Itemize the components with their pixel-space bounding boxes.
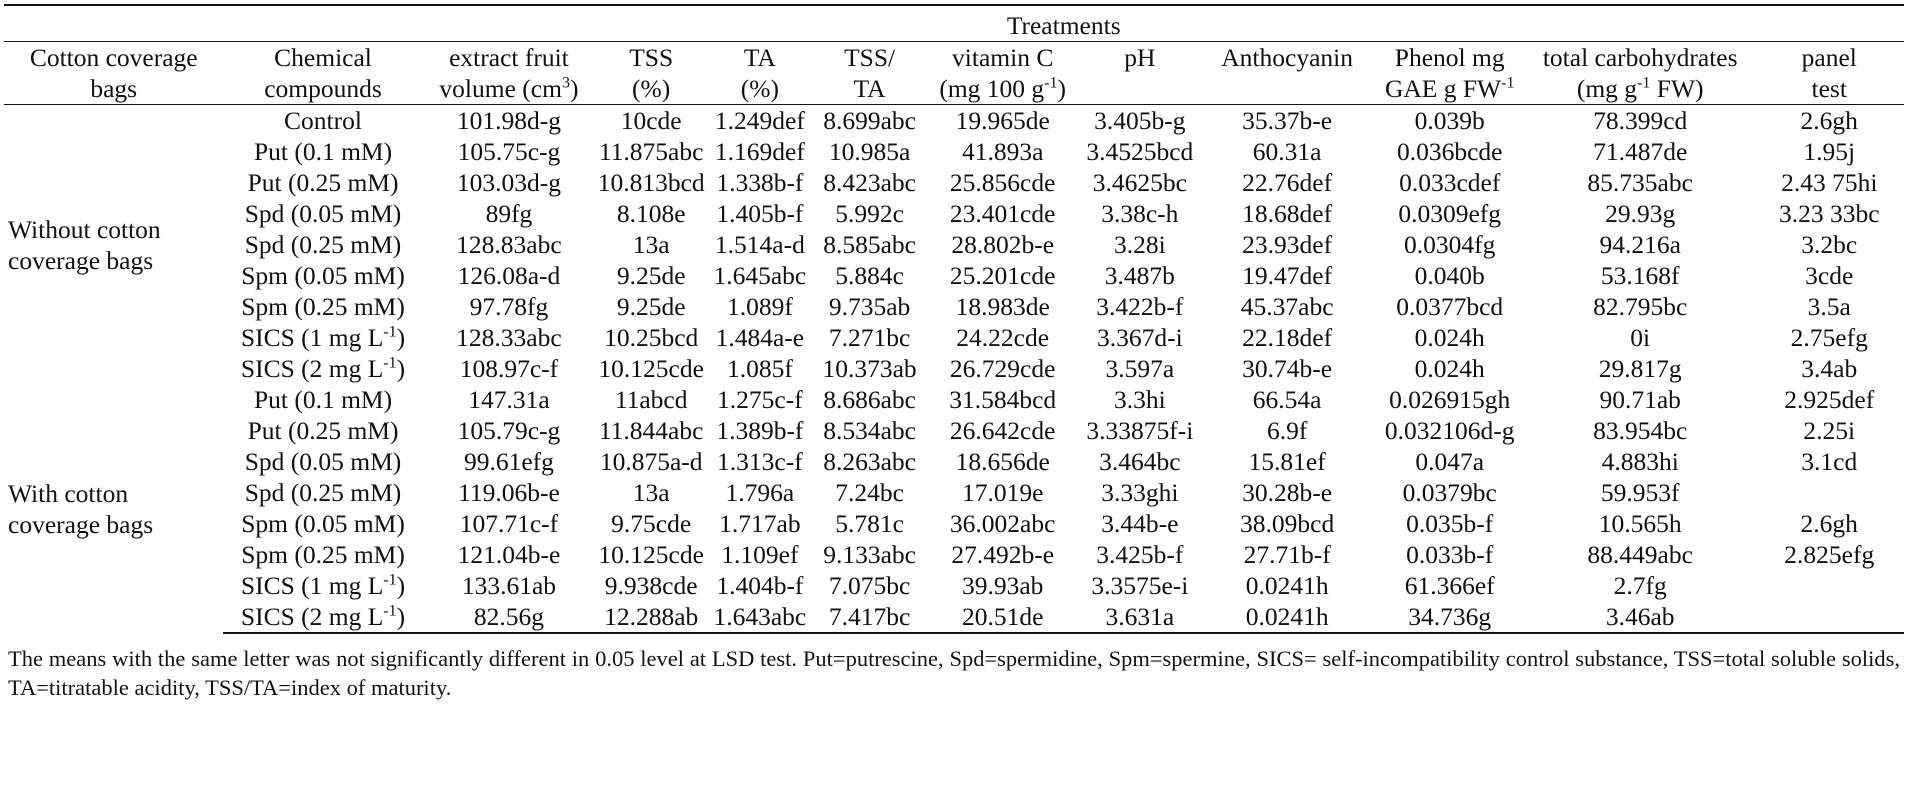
table-row	[4, 415, 1904, 446]
table-cell: 105.75c-g	[457, 137, 561, 166]
column-header-line2	[813, 73, 927, 105]
table-cell: 1.089f	[726, 292, 793, 321]
table-cell: 0.026915gh	[1389, 385, 1511, 414]
table-cell: 1.275c-f	[717, 385, 803, 414]
table-cell: 99.61efg	[463, 447, 554, 476]
table-cell: 2.7fg	[1613, 571, 1667, 600]
table-cell: 88.449abc	[1587, 540, 1693, 569]
table-cell: 0.0304fg	[1404, 230, 1496, 259]
table-row	[4, 384, 1904, 415]
table-cell: 0.036bcde	[1396, 137, 1503, 166]
table-cell: 0.0379bc	[1402, 478, 1497, 507]
column-header-tail: )	[569, 74, 579, 103]
table-cell: 10.985a	[828, 137, 911, 166]
table-cell: 3.464bc	[1099, 447, 1181, 476]
table-cell: 7.24bc	[835, 478, 904, 507]
table-cell: 2.43 75hi	[1781, 168, 1878, 197]
table-cell: 3.2bc	[1801, 230, 1858, 259]
table-row	[4, 508, 1904, 539]
compound-cell	[223, 353, 422, 384]
table-row	[4, 477, 1904, 508]
table-cell: 6.9f	[1266, 416, 1308, 445]
table-cell: 3.597a	[1105, 354, 1175, 383]
column-header-line1: TSS	[629, 43, 674, 72]
column-header-unit: GAE g FW	[1384, 74, 1502, 103]
table-cell: 1.717ab	[719, 509, 801, 538]
table-cell: 12.288ab	[595, 601, 707, 633]
table-cell: 60.31a	[1252, 137, 1322, 166]
column-header-line1: extract fruit	[449, 43, 569, 72]
compound-cell	[223, 260, 422, 291]
table-cell: 3.28i	[1113, 230, 1166, 259]
treatments-header: Treatments	[223, 5, 1904, 42]
table-cell: 0.024h	[1414, 323, 1485, 352]
table-cell: 11.875abc	[598, 137, 704, 166]
compound-label: SICS (1 mg L	[240, 323, 384, 352]
compound-label: Put (0.25 mM)	[247, 168, 399, 197]
compound-cell	[223, 446, 422, 477]
column-header-line2	[1201, 73, 1374, 105]
column-header-line1: TA	[743, 43, 776, 72]
table-cell: 0.033cdef	[1399, 168, 1501, 197]
column-header-unit: TA	[853, 74, 886, 103]
table-cell: 3.33875f-i	[1086, 416, 1194, 445]
column-header-tail: FW)	[1650, 74, 1704, 103]
table-cell: 3.33ghi	[1101, 478, 1179, 507]
group-label: With cotton coverage bags	[8, 478, 154, 539]
table-cell: 29.817g	[1598, 354, 1682, 383]
table-cell: 78.399cd	[1593, 106, 1688, 135]
table-cell: 45.37abc	[1240, 292, 1334, 321]
compound-tail: )	[396, 602, 406, 631]
column-header-sup: -1	[1501, 74, 1515, 92]
table-cell: 0.039b	[1414, 106, 1485, 135]
compound-cell	[223, 136, 422, 167]
compound-label: Spm (0.25 mM)	[241, 292, 405, 321]
table-cell: 119.06b-e	[458, 478, 560, 507]
table-cell: 39.93ab	[961, 571, 1044, 600]
table-cell: 3.4ab	[1801, 354, 1858, 383]
table-row	[4, 291, 1904, 322]
table-cell: 1.109ef	[721, 540, 799, 569]
column-header-unit: compounds	[264, 74, 382, 103]
table-cell: 18.68def	[1242, 199, 1333, 228]
column-header-tail: )	[1057, 74, 1066, 103]
table-cell: 0.047a	[1415, 447, 1485, 476]
table-cell: 82.56g	[423, 601, 596, 633]
table-cell: 23.93def	[1242, 230, 1333, 259]
compound-cell	[223, 477, 422, 508]
table-cell: 8.423abc	[823, 168, 916, 197]
compound-cell	[223, 198, 422, 229]
table-cell: 107.71c-f	[459, 509, 559, 538]
compound-label: SICS (2 mg L	[240, 354, 384, 383]
column-header-sup: 3	[561, 74, 570, 92]
compound-label: Spm (0.25 mM)	[241, 540, 405, 569]
table-cell: 0.0309efg	[1398, 199, 1502, 228]
table-cell: 3.367d-i	[1096, 323, 1183, 352]
table-row	[4, 446, 1904, 477]
compound-label: SICS (1 mg L	[240, 571, 384, 600]
compound-label: Spd (0.05 mM)	[244, 447, 402, 476]
compound-cell	[223, 601, 422, 633]
results-table	[4, 4, 1904, 634]
table-cell: 10cde	[620, 106, 682, 135]
table-cell: 1.338b-f	[716, 168, 804, 197]
table-cell: 5.884c	[835, 261, 904, 290]
table-cell: 41.893a	[961, 137, 1044, 166]
table-cell: 15.81ef	[1248, 447, 1326, 476]
compound-sup: -1	[383, 354, 397, 372]
table-cell: 3.425b-f	[1096, 540, 1184, 569]
table-row	[4, 198, 1904, 229]
table-cell: 1.796a	[725, 478, 795, 507]
table-cell: 0.024h	[1414, 354, 1485, 383]
table-cell: 29.93g	[1605, 199, 1676, 228]
table-cell: 1.95j	[1803, 137, 1856, 166]
column-header-unit: (mg g	[1576, 74, 1638, 103]
table-cell: 19.47def	[1242, 261, 1333, 290]
table-row	[4, 229, 1904, 260]
compound-cell	[223, 415, 422, 446]
table-cell: 1.249def	[714, 106, 805, 135]
table-cell: 1.085f	[726, 354, 793, 383]
table-cell: 1.389b-f	[716, 416, 804, 445]
table-cell: 8.585abc	[823, 230, 916, 259]
table-cell: 13a	[632, 230, 670, 259]
compound-sup: -1	[383, 323, 397, 341]
table-row	[4, 136, 1904, 167]
table-cell: 7.075bc	[828, 571, 911, 600]
table-cell: 28.802b-e	[951, 230, 1055, 259]
column-header-line1: panel	[1801, 43, 1857, 72]
table-cell: 1.169def	[714, 137, 805, 166]
table-cell: 1.405b-f	[716, 199, 804, 228]
table-cell: 24.22cde	[956, 323, 1050, 352]
table-cell: 5.992c	[835, 199, 904, 228]
compound-cell	[223, 384, 422, 415]
table-cell: 3.3575e-i	[1091, 571, 1189, 600]
table-cell: 0.040b	[1414, 261, 1485, 290]
table-cell: 90.71ab	[1599, 385, 1681, 414]
table-cell: 3.4625bc	[1092, 168, 1187, 197]
table-cell: 22.18def	[1242, 323, 1333, 352]
compound-label: Spm (0.05 mM)	[241, 509, 405, 538]
table-cell: 13a	[632, 478, 670, 507]
table-cell: 1.404b-f	[716, 571, 804, 600]
spacer-cell	[4, 5, 223, 42]
table-cell: 105.79c-g	[457, 416, 561, 445]
table-cell: 101.98d-g	[456, 106, 561, 135]
table-cell: 103.03d-g	[456, 168, 561, 197]
table-footnote: The means with the same letter was not significantly different in 0.05 level at LSD test. Put=putrescine, Spd=spermidine, Spm=spermine, SICS= self-incompatibility control substance, TSS=total soluble solids, TA=titratable acidity, TSS/TA=index of maturity.	[8, 646, 1900, 700]
column-header-sup: -1	[1044, 74, 1058, 92]
table-cell: 9.133abc	[823, 540, 916, 569]
compound-tail: )	[396, 354, 406, 383]
column-header-line1: pH	[1124, 43, 1156, 72]
table-cell: 121.04b-e	[457, 540, 561, 569]
table-cell: 3.4525bcd	[1086, 137, 1194, 166]
column-header-line1: Anthocyanin	[1221, 43, 1353, 72]
table-cell: 2.6gh	[1800, 509, 1858, 538]
column-header-line1: Cotton coverage	[29, 43, 198, 72]
table-cell: 128.83abc	[456, 230, 562, 259]
table-cell	[1754, 477, 1904, 508]
table-cell: 3.1cd	[1801, 447, 1858, 476]
table-cell: 147.31a	[468, 385, 550, 414]
column-header-unit: test	[1811, 74, 1847, 103]
table-row	[4, 167, 1904, 198]
compound-cell	[223, 539, 422, 570]
table-cell: 0.0241h	[1245, 571, 1329, 600]
table-cell: 1.484a-e	[715, 323, 805, 352]
table-cell: 11abcd	[614, 385, 688, 414]
table-cell: 3.487b	[1104, 261, 1175, 290]
column-header-line2	[707, 73, 813, 105]
table-row	[4, 322, 1904, 353]
column-header-line1: Chemical	[274, 43, 372, 72]
table-cell: 35.37b-e	[1242, 106, 1333, 135]
compound-cell	[223, 229, 422, 260]
table-cell: 30.74b-e	[1242, 354, 1333, 383]
compound-label: Spd (0.05 mM)	[244, 199, 402, 228]
table-cell: 20.51de	[926, 601, 1078, 633]
table-cell: 3cde	[1805, 261, 1854, 290]
compound-cell	[223, 508, 422, 539]
table-cell: 3.422b-f	[1096, 292, 1184, 321]
table-cell: 10.373ab	[822, 354, 917, 383]
table-cell: 9.938cde	[604, 571, 698, 600]
column-header-unit: (%)	[632, 74, 671, 103]
table-cell: 10.125cde	[598, 354, 704, 383]
compound-cell	[223, 570, 422, 601]
column-header-line2	[4, 73, 223, 105]
table-row	[4, 601, 1904, 633]
column-header-line2	[926, 73, 1078, 105]
table-cell: 94.216a	[1599, 230, 1681, 259]
table-cell: 3.631a	[1079, 601, 1201, 633]
table-cell: 31.584bcd	[949, 385, 1057, 414]
table-cell: 0.0377bcd	[1396, 292, 1504, 321]
column-header-line2	[1374, 73, 1526, 105]
table-row	[4, 539, 1904, 570]
column-header-unit: (mg 100 g	[939, 74, 1045, 103]
table-figure	[4, 0, 1904, 702]
table-cell: 133.61ab	[461, 571, 557, 600]
table-row	[4, 260, 1904, 291]
table-cell: 66.54a	[1252, 385, 1322, 414]
table-cell	[1754, 570, 1904, 601]
table-row	[4, 105, 1904, 137]
compound-label: Spd (0.25 mM)	[244, 478, 402, 507]
table-cell: 1.514a-d	[714, 230, 805, 259]
table-cell: 5.781c	[835, 509, 904, 538]
table-cell: 85.735abc	[1587, 168, 1693, 197]
table-cell: 11.844abc	[598, 416, 704, 445]
table-cell: 82.795bc	[1593, 292, 1688, 321]
table-cell: 0.0241h	[1201, 601, 1374, 633]
table-cell: 34.736g	[1374, 601, 1526, 633]
table-cell: 97.78fg	[469, 292, 549, 321]
table-cell: 1.313c-f	[717, 447, 803, 476]
table-cell: 3.38c-h	[1101, 199, 1179, 228]
table-cell: 25.201cde	[949, 261, 1056, 290]
compound-cell	[223, 291, 422, 322]
table-cell: 3.5a	[1807, 292, 1851, 321]
column-header-line1: Phenol mg	[1394, 43, 1505, 72]
table-cell: 2.825efg	[1784, 540, 1875, 569]
table-cell: 0.035b-f	[1406, 509, 1494, 538]
table-cell: 23.401cde	[949, 199, 1056, 228]
table-cell: 9.25de	[616, 292, 686, 321]
compound-label: Put (0.25 mM)	[247, 416, 399, 445]
column-header-unit: volume (cm	[439, 74, 562, 103]
table-cell: 27.492b-e	[951, 540, 1055, 569]
table-cell: 10.125cde	[598, 540, 704, 569]
table-cell: 36.002abc	[949, 509, 1056, 538]
table-cell: 3.405b-g	[1094, 106, 1186, 135]
table-cell: 61.366ef	[1404, 571, 1495, 600]
table-cell: 71.487de	[1593, 137, 1688, 166]
table-cell: 7.271bc	[828, 323, 911, 352]
table-cell: 18.656de	[955, 447, 1050, 476]
table-row	[4, 353, 1904, 384]
compound-label: Spd (0.25 mM)	[244, 230, 402, 259]
table-cell: 10.813bcd	[597, 168, 705, 197]
table-cell: 1.643abc	[707, 601, 813, 633]
table-cell: 2.75efg	[1790, 323, 1868, 352]
column-header-line2	[595, 73, 707, 105]
table-cell: 7.417bc	[813, 601, 927, 633]
table-cell: 18.983de	[955, 292, 1050, 321]
table-cell: 0i	[1630, 323, 1651, 352]
table-cell: 9.75cde	[611, 509, 692, 538]
compound-label: Put (0.1 mM)	[253, 385, 393, 414]
table-cell: 26.729cde	[949, 354, 1056, 383]
table-cell: 53.168f	[1600, 261, 1680, 290]
table-cell: 2.6gh	[1800, 106, 1858, 135]
compound-tail: )	[396, 571, 406, 600]
column-header-line1: vitamin C	[952, 43, 1054, 72]
compound-label: Control	[284, 106, 362, 135]
column-header-sup: -1	[1637, 74, 1651, 92]
table-cell: 8.263abc	[823, 447, 916, 476]
table-cell: 26.642cde	[949, 416, 1056, 445]
table-cell: 22.76def	[1242, 168, 1333, 197]
column-header-line1: TSS/	[844, 43, 896, 72]
table-cell: 3.46ab	[1526, 601, 1755, 633]
table-cell: 3.44b-e	[1101, 509, 1179, 538]
table-cell: 2.925def	[1784, 385, 1875, 414]
table-cell: 2.25i	[1803, 416, 1856, 445]
table-cell: 8.699abc	[823, 106, 916, 135]
compound-tail: )	[396, 323, 406, 352]
table-cell: 10.565h	[1598, 509, 1682, 538]
table-cell: 8.534abc	[823, 416, 916, 445]
table-cell: 38.09bcd	[1240, 509, 1335, 538]
column-header-line2	[423, 73, 596, 105]
column-header-unit: bags	[90, 74, 138, 103]
table-cell: 19.965de	[955, 106, 1050, 135]
table-cell: 27.71b-f	[1243, 540, 1331, 569]
table-cell: 83.954bc	[1593, 416, 1688, 445]
table-cell: 3.3hi	[1113, 385, 1166, 414]
table-cell: 126.08a-d	[457, 261, 561, 290]
compound-sup: -1	[383, 571, 397, 589]
table-cell: 0.032106d-g	[1384, 416, 1515, 445]
table-cell: 59.953f	[1600, 478, 1680, 507]
compound-cell	[223, 167, 422, 198]
column-header-unit: (%)	[740, 74, 779, 103]
table-cell: 9.25de	[616, 261, 686, 290]
table-cell: 8.108e	[616, 199, 686, 228]
compound-sup: -1	[383, 602, 397, 620]
group-label: Without cotton coverage bags	[8, 214, 161, 275]
compound-label: SICS (2 mg L	[240, 602, 384, 631]
compound-label: Put (0.1 mM)	[253, 137, 393, 166]
table-cell: 3.23 33bc	[1778, 199, 1880, 228]
table-cell: 89fg	[485, 199, 533, 228]
table-row	[4, 570, 1904, 601]
column-header-line1: total carbohydrates	[1542, 43, 1738, 72]
column-header-line2	[1526, 73, 1755, 105]
table-cell	[1754, 601, 1904, 633]
column-header-line2	[223, 73, 422, 105]
column-header-line2	[1754, 73, 1904, 105]
table-cell: 1.645abc	[713, 261, 807, 290]
compound-cell	[223, 322, 422, 353]
table-cell: 30.28b-e	[1242, 478, 1333, 507]
table-cell: 128.33abc	[456, 323, 562, 352]
table-cell: 10.875a-d	[599, 447, 703, 476]
table-cell: 9.735ab	[828, 292, 911, 321]
table-cell: 25.856cde	[949, 168, 1056, 197]
table-cell: 8.686abc	[823, 385, 916, 414]
table-cell: 0.033b-f	[1406, 540, 1494, 569]
compound-cell	[223, 105, 422, 137]
table-cell: 4.883hi	[1601, 447, 1679, 476]
table-cell: 10.25bcd	[604, 323, 699, 352]
table-cell: 17.019e	[961, 478, 1044, 507]
table-cell: 108.97c-f	[459, 354, 559, 383]
compound-label: Spm (0.05 mM)	[241, 261, 405, 290]
column-header-line2	[1079, 73, 1201, 105]
